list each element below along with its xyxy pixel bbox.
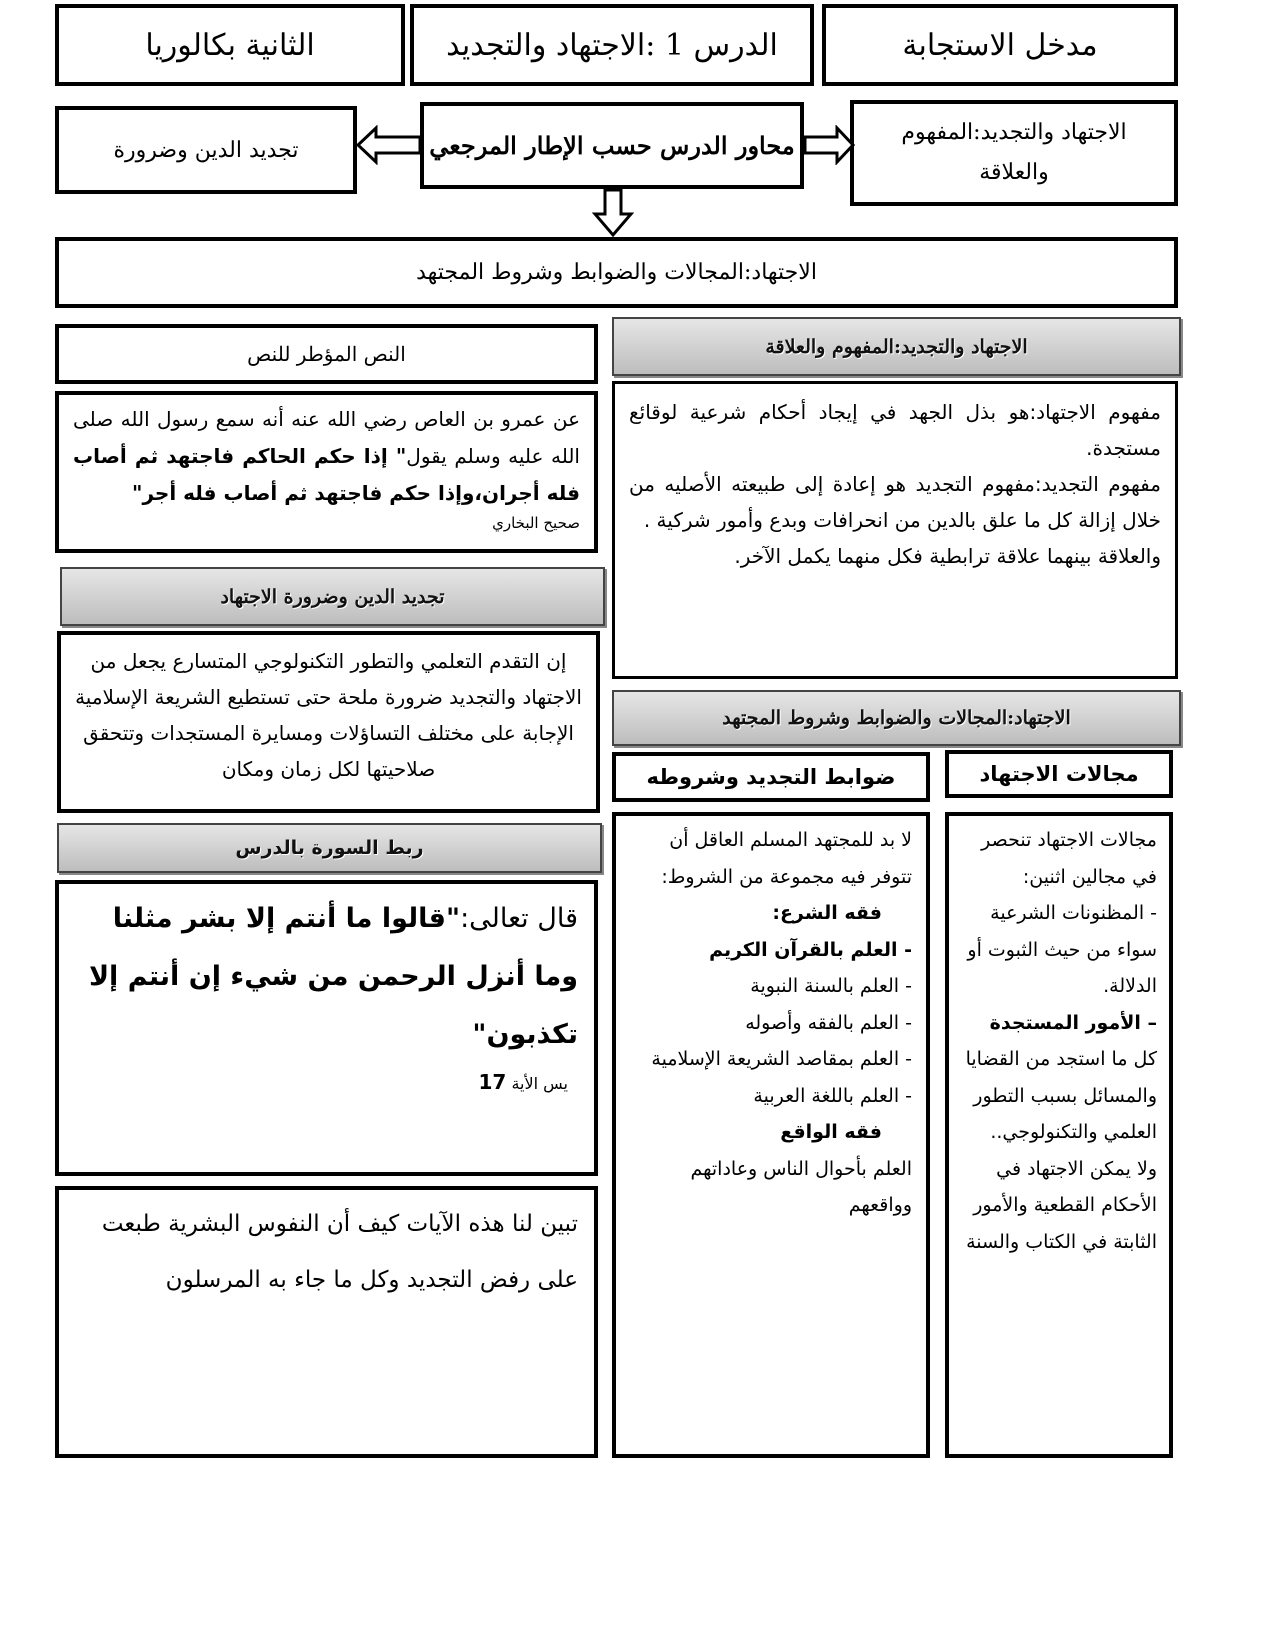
hadith-source: صحيح البخاري — [492, 514, 580, 532]
explain-box — [55, 1186, 598, 1458]
frame-text-box — [55, 391, 598, 553]
fields-header-box — [945, 750, 1173, 798]
explain-text: تبين لنا هذه الآيات كيف أن النفوس البشرية طبعت على رفض التجديد وكل ما جاء به المرسلون — [101, 1211, 578, 1293]
surah-title: ربط السورة بالدرس — [235, 837, 424, 859]
axis-left-label: تجديد الدين وضرورة — [113, 137, 299, 163]
verse-ref-number: 17 — [478, 1070, 507, 1094]
level-title: الثانية بكالوريا — [145, 27, 315, 63]
verse-box — [55, 880, 598, 1176]
axis-right-label: الاجتهاد والتجديد:المفهوم والعلاقة — [901, 120, 1127, 185]
level-box — [55, 4, 405, 86]
verse-ref-label: يس الأية — [511, 1074, 568, 1093]
controls-item: - العلم بمقاصد الشريعة الإسلامية — [651, 1048, 912, 1070]
fields-box — [945, 812, 1173, 1458]
controls-reality-title: فقه الواقع — [780, 1121, 882, 1143]
axis-right-box — [850, 100, 1178, 206]
controls-item: - العلم بالسنة النبوية — [750, 975, 912, 997]
renewal-box — [57, 631, 600, 813]
controls-item: - العلم بالفقه وأصوله — [745, 1011, 912, 1034]
axis-bottom-box — [55, 237, 1178, 308]
fields-intro: مجالات الاجتهاد تنحصر في مجالين اثنين: — [981, 829, 1157, 888]
frame-text-title-box — [55, 324, 598, 384]
verse-intro: قال تعالى: — [460, 903, 578, 934]
lesson-box — [410, 4, 814, 86]
fields-note: ولا يمكن الاجتهاد في الأحكام القطعية والأمور الثابتة في الكتاب والسنة — [966, 1157, 1157, 1253]
axis-left-box — [55, 106, 357, 194]
surah-title-bar — [57, 823, 602, 873]
controls-reality-text: العلم بأحوال الناس وعاداتهم وواقعهم — [690, 1157, 912, 1216]
controls-box — [612, 812, 930, 1458]
hadith-intro: عن عمرو بن العاص رضي الله عنه أنه سمع رسول الله صلى الله عليه وسلم يقول — [73, 407, 580, 468]
fields-header: مجالات الاجتهاد — [979, 762, 1139, 786]
concept-box — [612, 381, 1178, 679]
controls-sharia-title: فقه الشرع: — [772, 902, 882, 924]
arrow-down-icon — [592, 188, 634, 238]
concept-relation: والعلاقة بينهما علاقة ترابطية فكل منهما يكمل الآخر. — [734, 544, 1161, 568]
fields-item-1: - المظنونات الشرعية سواء من حيث الثبوت أو الدلالة. — [967, 902, 1157, 997]
renewal-title: تجديد الدين وضرورة الاجتهاد — [220, 585, 445, 608]
fields-section-title: الاجتهاد:المجالات والضوابط وشروط المجتهد — [722, 707, 1071, 729]
concept-tajdid-definition: مفهوم التجديد:مفهوم التجديد هو إعادة إلى طبيعته الأصليه من خلال إزالة كل ما علق بالدين من انحرافات وبدع وأمور شركية . — [629, 472, 1161, 532]
verse-text: "قالوا ما أنتم إلا بشر مثلنا وما أنزل الرحمن من شيء إن أنتم إلا تكذبون" — [88, 903, 578, 1050]
hadith-text: " إذا حكم الحاكم فاجتهد ثم أصاب فله أجران،وإذا حكم فاجتهد ثم أصاب فله أجر" — [73, 444, 580, 505]
controls-item: - العلم بالقرآن الكريم — [709, 938, 912, 961]
axis-center-label: محاور الدرس حسب الإطار المرجعي — [429, 131, 795, 160]
renewal-title-bar — [60, 567, 605, 626]
frame-text-title: النص المؤطر للنص — [247, 342, 406, 366]
entry-title: مدخل الاستجابة — [902, 27, 1098, 63]
renewal-text: إن التقدم التعلمي والتطور التكنولوجي المتسارع يجعل من الاجتهاد والتجديد ضرورة ملحة حتى تستطيع الشريعة الإسلامية الإجابة على مختلف التساؤلات ومسايرة المستجدات وتتحقق صلاحيتها لكل زمان ومكان — [75, 649, 582, 781]
entry-box — [822, 4, 1178, 86]
concept-title: الاجتهاد والتجديد:المفهوم والعلاقة — [765, 335, 1028, 358]
controls-intro: لا بد للمجتهد المسلم العاقل أن تتوفر فيه مجموعة من الشروط: — [661, 829, 912, 888]
axis-center-box — [420, 102, 804, 189]
concept-ijtihad-definition: مفهوم الاجتهاد:هو بذل الجهد في إيجاد أحكام شرعية لوقائع مستجدة. — [629, 400, 1161, 460]
fields-section-title-bar — [612, 690, 1181, 746]
fields-item-2-title: – الأمور المستجدة — [989, 1011, 1157, 1034]
arrow-right-icon — [803, 125, 855, 165]
controls-header: ضوابط التجديد وشروطه — [646, 765, 896, 789]
controls-header-box — [612, 752, 930, 802]
axis-bottom-label: الاجتهاد:المجالات والضوابط وشروط المجتهد — [416, 260, 817, 285]
concept-title-bar — [612, 317, 1181, 376]
controls-item: - العلم باللغة العربية — [753, 1084, 912, 1107]
fields-item-2-text: كل ما استجد من القضايا والمسائل بسبب التطور العلمي والتكنولوجي.. — [965, 1048, 1157, 1143]
arrow-left-icon — [356, 125, 422, 165]
lesson-title: الدرس 1 :الاجتهاد والتجديد — [446, 27, 778, 63]
